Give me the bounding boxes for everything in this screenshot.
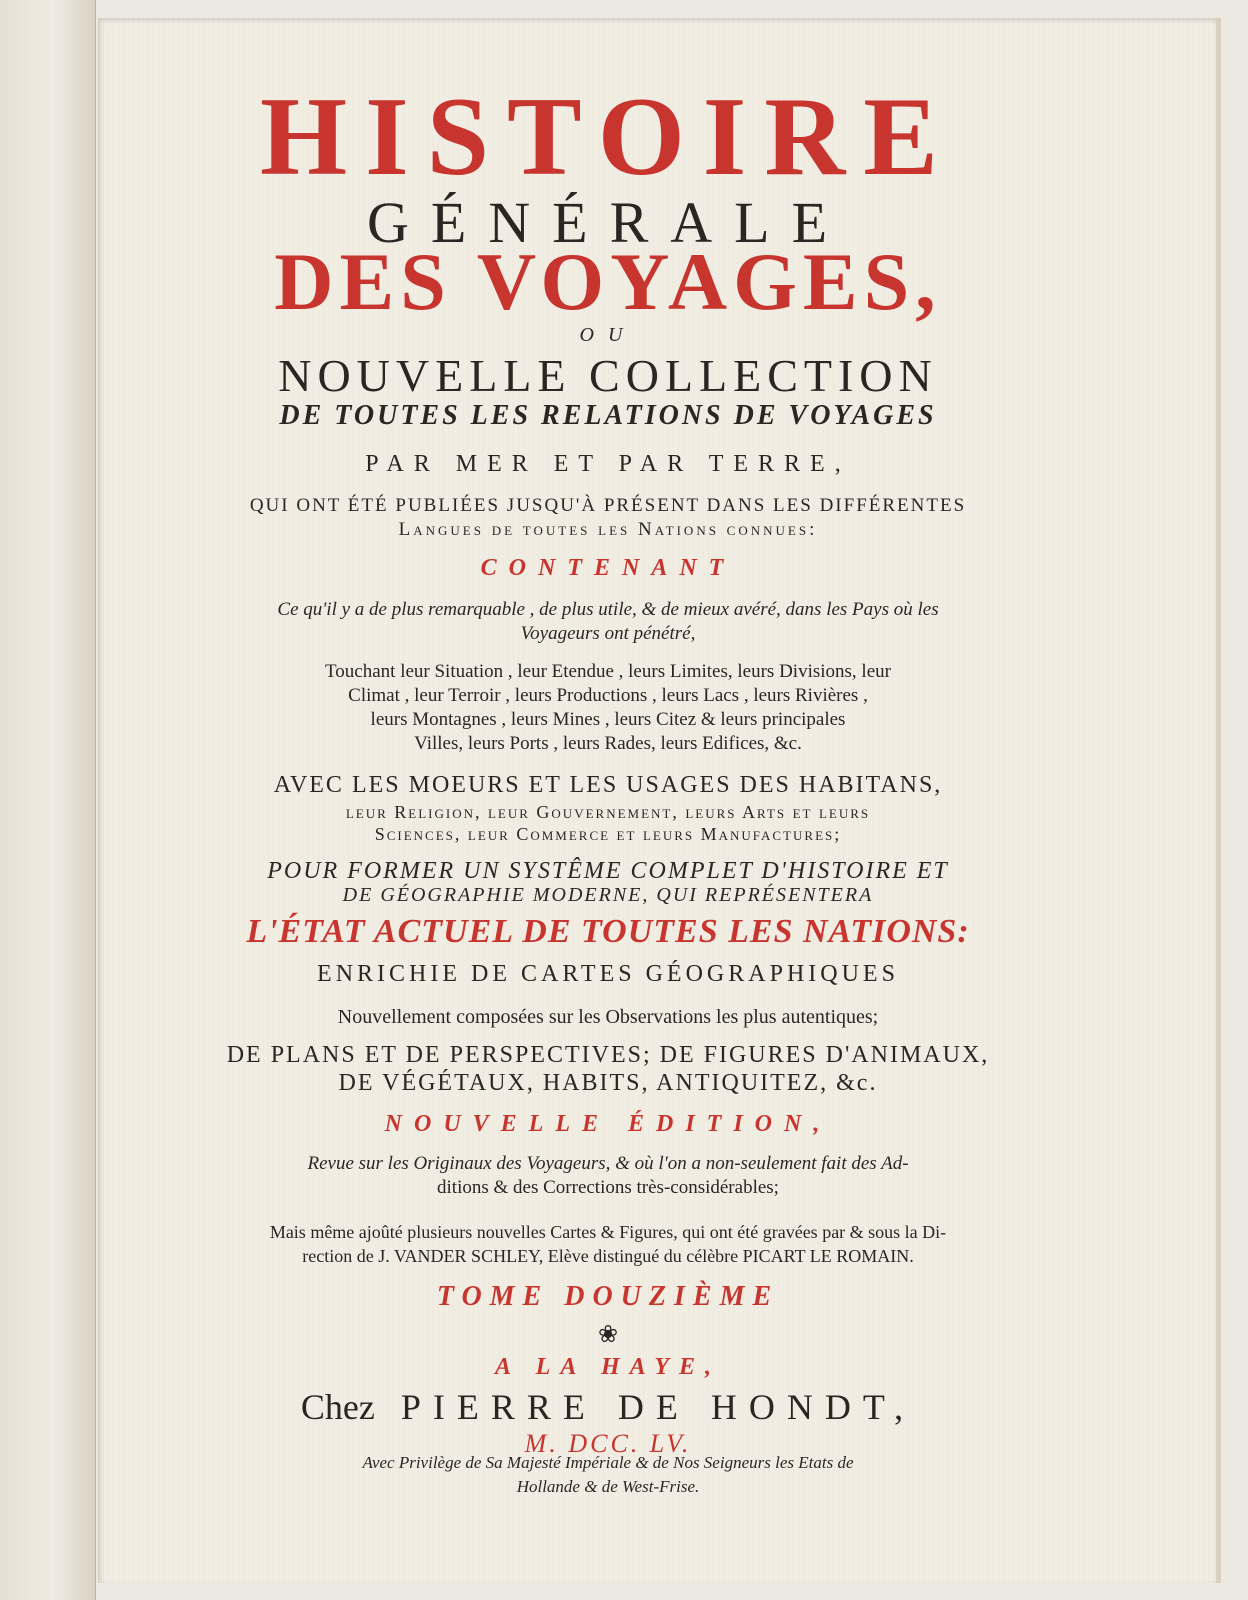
title-generale: GÉNÉRALE <box>366 190 850 255</box>
text-nouvellement: Nouvellement composées sur les Observations les plus autentiques; <box>337 1006 879 1028</box>
text-touchant-3: leurs Montagnes , leurs Mines , leurs Citez & leurs principales <box>370 709 846 730</box>
subtitle-toutes-relations: DE TOUTES LES RELATIONS DE VOYAGES <box>279 400 937 431</box>
imprint-year: M. DCC. LV. <box>524 1429 692 1458</box>
text-mais-2: rection de J. VANDER SCHLEY, Elève distingué du célèbre PICART LE ROMAIN. <box>302 1246 914 1266</box>
imprint-publisher-line <box>98 1386 1118 1428</box>
title-des-voyages: DES VOYAGES, <box>274 236 942 327</box>
text-sciences: Sciences, leur Commerce et leurs Manufactures; <box>374 824 842 844</box>
imprint-place: A LA HAYE, <box>494 1354 722 1380</box>
imprint-chez: Chez <box>300 1387 375 1427</box>
privilege-2: Hollande & de West-Frise. <box>516 1477 700 1496</box>
text-revue-2: ditions & des Corrections très-considérables; <box>437 1177 779 1198</box>
text-remarquable-2: Voyageurs ont pénétré, <box>520 623 696 644</box>
subtitle-par-mer: PAR MER ET PAR TERRE, <box>365 451 851 477</box>
heading-nouvelle-edition: NOUVELLE ÉDITION, <box>384 1111 832 1137</box>
text-revue-1: Revue sur les Originaux des Voyageurs, & où l'on a non-seulement fait des Ad- <box>307 1153 909 1174</box>
text-religion: leur Religion, leur Gouvernement, leurs Arts et leurs <box>345 802 871 822</box>
text-enrichie: ENRICHIE DE CARTES GÉOGRAPHIQUES <box>317 961 899 987</box>
subtitle-langues: Langues de toutes les Nations connues: <box>398 519 818 540</box>
heading-tome: TOME DOUZIÈME <box>436 1281 780 1312</box>
book-spine-edge <box>0 0 96 1600</box>
text-pour-former: POUR FORMER UN SYSTÊME COMPLET D'HISTOIRE ET <box>267 858 949 884</box>
heading-etat-actuel: L'ÉTAT ACTUEL DE TOUTES LES NATIONS: <box>246 913 970 950</box>
text-touchant-4: Villes, leurs Ports , leurs Rades, leurs Edifices, &c. <box>414 733 802 754</box>
subtitle-qui-ont: QUI ONT ÉTÉ PUBLIÉES JUSQU'À PRÉSENT DANS LES DIFFÉRENTES <box>249 495 967 516</box>
title-histoire: HISTOIRE <box>260 75 956 199</box>
text-touchant-2: Climat , leur Terroir , leurs Productions , leurs Lacs , leurs Rivières , <box>348 685 868 706</box>
privilege-1: Avec Privilège de Sa Majesté Impériale & de Nos Seigneurs les Etats de <box>362 1453 854 1472</box>
ornament-icon: ❀ <box>597 1322 619 1348</box>
heading-contenant: CONTENANT <box>480 555 736 581</box>
text-mais-1: Mais même ajoûté plusieurs nouvelles Cartes & Figures, qui ont été gravées par & sous la Di- <box>269 1222 947 1242</box>
text-geographie: DE GÉOGRAPHIE MODERNE, QUI REPRÉSENTERA <box>342 884 874 906</box>
text-plans: DE PLANS ET DE PERSPECTIVES; DE FIGURES D'ANIMAUX, <box>226 1042 990 1068</box>
text-remarquable-1: Ce qu'il y a de plus remarquable , de plus utile, & de mieux avéré, dans les Pays où les <box>277 599 939 620</box>
title-ou: OU <box>579 324 637 346</box>
text-avec-moeurs: AVEC LES MOEURS ET LES USAGES DES HABITANS, <box>273 772 943 798</box>
imprint-publisher: PIERRE DE HONDT, <box>400 1387 916 1427</box>
text-vegetaux: DE VÉGÉTAUX, HABITS, ANTIQUITEZ, &c. <box>338 1070 878 1096</box>
text-touchant-1: Touchant leur Situation , leur Etendue , leurs Limites, leurs Divisions, leur <box>325 661 891 682</box>
title-nouvelle-collection: NOUVELLE COLLECTION <box>278 350 938 401</box>
